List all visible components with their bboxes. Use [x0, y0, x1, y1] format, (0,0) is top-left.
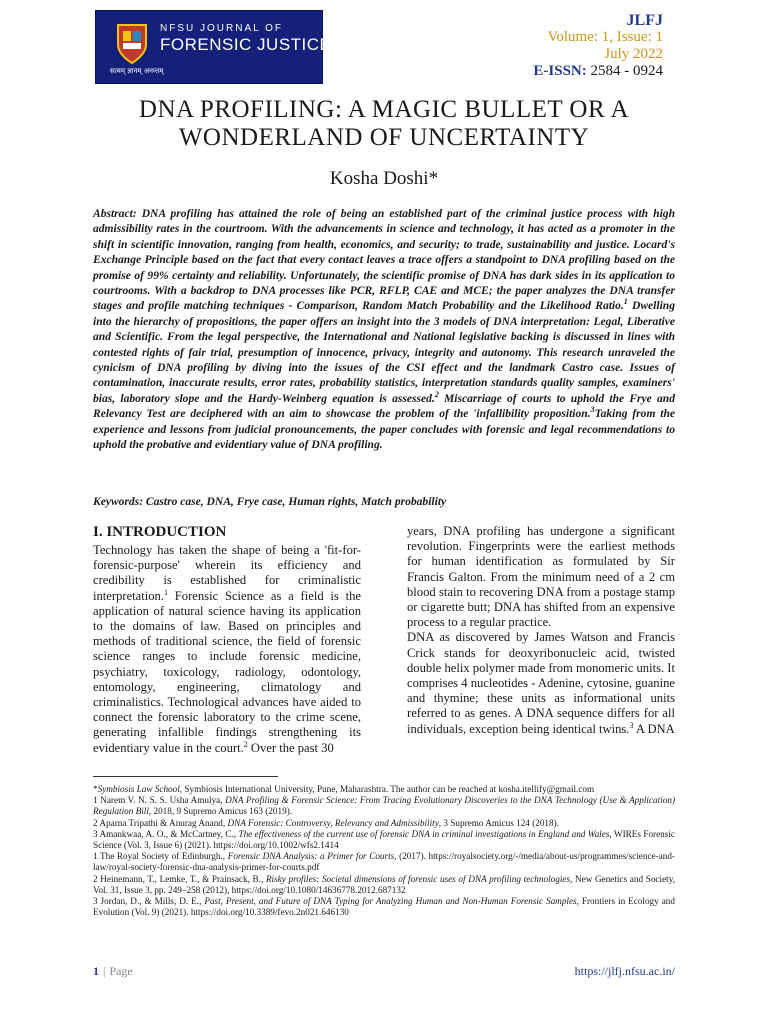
paragraph: years, DNA profiling has undergone a significant revolution. Fingerprints were the earliest methods for human identification as formulated by Sir Francis Galton. From the minimum need of a 2 cm blood stain to recovering DNA from a postage stamp or cigarette butt; DNA has shifted from an expensive process to a regular practice.: [407, 524, 675, 630]
footnote-text: 1 The Royal Society of Edinburgh.,: [93, 851, 228, 862]
paragraph-text: Over the past 30: [247, 740, 334, 755]
footnote-italic: Past, Present, and Future of DNA Typing for Analyzing Human and Non-Human Forensic Samples: [204, 896, 577, 907]
abstract: [93, 207, 675, 454]
footnote-divider: [93, 776, 278, 777]
journal-motto: सत्यम् ज्ञानम् अनन्तम्: [110, 67, 164, 75]
footnote-text: , 2018, 9 Supremo Amicus 163 (2019).: [148, 806, 293, 817]
issue-date: July 2022: [604, 46, 663, 62]
footnote-ref[interactable]: 1: [623, 297, 628, 307]
journal-name: NFSU JOURNAL OF: [160, 23, 283, 34]
issn-label: E-ISSN:: [533, 63, 587, 79]
footnote: [93, 829, 675, 851]
footnote-italic: Risky profiles: Societal dimensions of forensic uses of DNA profiling technologies: [265, 873, 571, 884]
footnote: [93, 818, 675, 829]
footnote: [93, 874, 675, 896]
volume-issue: Volume: 1, Issue: 1: [547, 29, 663, 45]
footnote-text: 1 Narem V. N. S. S. Usha Amulya,: [93, 795, 226, 806]
footnote-text: 3 Jordan, D., & Mills, D. E.,: [93, 896, 205, 907]
footnote-text: , 3 Supremo Amicus 124 (2018).: [438, 817, 559, 828]
footnote-italic: The effectiveness of the current use of forensic DNA in criminal investigations in England and Wales: [238, 828, 610, 839]
paragraph-text: Technology has taken the shape of being a 'fit-for-forensic-purpose' wherein its efficiency and credibility is established for criminalistic interpretation.: [93, 543, 361, 603]
page-label: Page: [109, 964, 133, 978]
footnote-italic: Symbiosis Law School: [97, 784, 180, 794]
body-column-left: [93, 524, 361, 756]
issn: [533, 63, 663, 80]
abstract-text: Taking from the experience and lessons from judicial pronouncements, the paper concludes with forensic and legal recommendations to uphold the probative and evidentiary value of DNA profiling.: [93, 408, 675, 452]
paragraph: [407, 630, 675, 736]
footnote-text: 2 Aparna Tripathi & Anurag Anand,: [93, 817, 228, 828]
body-column-right: [407, 524, 675, 737]
footer-separator: |: [103, 964, 106, 978]
footnote: [93, 795, 675, 817]
paper-title: DNA PROFILING: A MAGIC BULLET OR A WONDERLAND OF UNCERTAINTY: [138, 96, 630, 151]
abstract-text: Dwelling into the hierarchy of propositions, the paper offers an insight into the 3 models of DNA interpretation: Legal, Liberative and Scientific. From the legal perspective, the International and National legislative backing is discussed in lines with contested rights of fair trial, presumption of innocence, privacy, integrity and autonomy. This research unraveled the cynicism of DNA profiling by diving into the issues of the CSI effect and the landmark Castro case. Issues of contamination, inaccurate results, error rates, probability statistics, interpretation standards quality samples, examiners' bias, laboratory slope and the Hardy-Weinberg equation is assessed.: [93, 300, 675, 405]
footnote-italic: DNA Forensic: Controversy, Relevancy and Admissibility: [227, 817, 439, 828]
paragraph-text: DNA as discovered by James Watson and Francis Crick stands for deoxyribonucleic acid, twisted double helix polymer made from monomeric units. It comprises 4 nucleotides - Adenine, cytosine, guanine and thymine; these units as informational units referred to as genes. A DNA sequence differs for all individuals, exception being identical twins.: [407, 630, 675, 736]
footnote-ref[interactable]: 3: [590, 405, 595, 415]
page-number: 1: [93, 964, 99, 978]
footnote-ref[interactable]: 2: [434, 390, 439, 400]
footnote-text: , (2017). https://royalsociety.org/-/media/about-us/programmes/science-and-law/royal-society-forensic-dna-analysis-primer-for-courts.pdf: [93, 851, 675, 873]
journal-title: FORENSIC JUSTICE: [160, 35, 332, 54]
section-heading: I. INTRODUCTION: [93, 524, 227, 540]
footnote-text: , WIREs Forensic Science (Vol. 3, Issue 6) (2021). https://doi.org/10.1002/wfs2.1414: [93, 828, 675, 851]
footnote-text: 2 Heinemann, T., Lemke, T., & Prainsack, B.,: [93, 873, 266, 884]
keywords: Keywords: Castro case, DNA, Frye case, Human rights, Match probability: [93, 496, 447, 508]
paper-author: Kosha Doshi*: [329, 168, 439, 189]
footnote-text: , Symbiosis International University, Pune, Maharashtra. The author can be reached at kosha.itellify@gmail.com: [179, 784, 595, 794]
paragraph-text: A DNA: [633, 721, 675, 736]
footnotes: [93, 784, 675, 918]
journal-meta: [533, 12, 663, 80]
journal-logo: [95, 10, 332, 84]
footnote-italic: Forensic DNA Analysis: a Primer for Courts: [227, 851, 395, 862]
footnote: [93, 784, 675, 795]
footnote-text: , New Genetics and Society, Vol. 31, Issue 3, pp. 249–258 (2012), https://doi.org/10.1080/14636778.2012.687132: [93, 873, 675, 895]
abstract-text: Abstract: DNA profiling has attained the role of being an established part of the criminal justice process with high admissibility rates in the courtroom. With the advancements in science and technology, it has acted as a promoter in the shift in scientific innovation, ranging from health, economics, and security; to trade, sustainability and justice. Locard's Exchange Principle based on the fact that every contact leaves a trace offers a standpoint to DNA profiling based on the promise of 99% certainty and reliability. Unfortunately, the scientific promise of DNA has dark sides in its application to courtrooms. With a backdrop to DNA processes like PCR, RFLP, CAE and MCE; the paper analyzes the DNA transfer stages and profile matching techniques - Comparison, Random Match Probability and the Likelihood Ratio.: [93, 208, 675, 313]
footnote-text: , Frontiers in Ecology and Evolution (Vol. 9) (2021). https://doi.org/10.3389/fevo.2n021.646130: [93, 896, 675, 918]
paragraph: [93, 543, 361, 756]
page-footer: [93, 964, 675, 979]
footnote-ref[interactable]: 2: [243, 739, 248, 749]
paragraph-text: Forensic Science as a field is the application of natural science having its application to the domains of law. Based on principles and methods of traditional science, the field of forensic science ranges to include forensic medicine, psychiatry, toxicology, radiology, odontology, entomology, engineering, climatology and criminalistics. Technological advances have aided to connect the forensic laboratory to the crime scene, generating infallible findings strengthening its evidentiary value in the court.: [93, 588, 361, 755]
footnote: [93, 851, 675, 873]
issn-value: 2584 - 0924: [590, 63, 663, 79]
footnote: [93, 896, 675, 918]
footnote-text: 3 Amankwaa, A. O., & McCartney, C.,: [93, 828, 239, 839]
footnote-italic: DNA Profiling & Forensic Science: From Tracing Evolutionary Discoveries to the DNA Technology (Use & Application) Regulation Bill: [93, 795, 675, 817]
journal-url-link[interactable]: https://jlfj.nfsu.ac.in/: [574, 964, 675, 978]
crest-icon: [114, 21, 150, 65]
footnote-marker: *: [93, 784, 98, 794]
abstract-text: Miscarriage of courts to uphold the Frye and Relevancy Test are deciphered with an aim to showcase the problem of the 'infallibility proposition.: [93, 392, 675, 421]
footnote-ref[interactable]: 3: [629, 720, 634, 730]
footnote-ref[interactable]: 1: [164, 587, 168, 597]
journal-short-name: JLFJ: [626, 12, 663, 29]
